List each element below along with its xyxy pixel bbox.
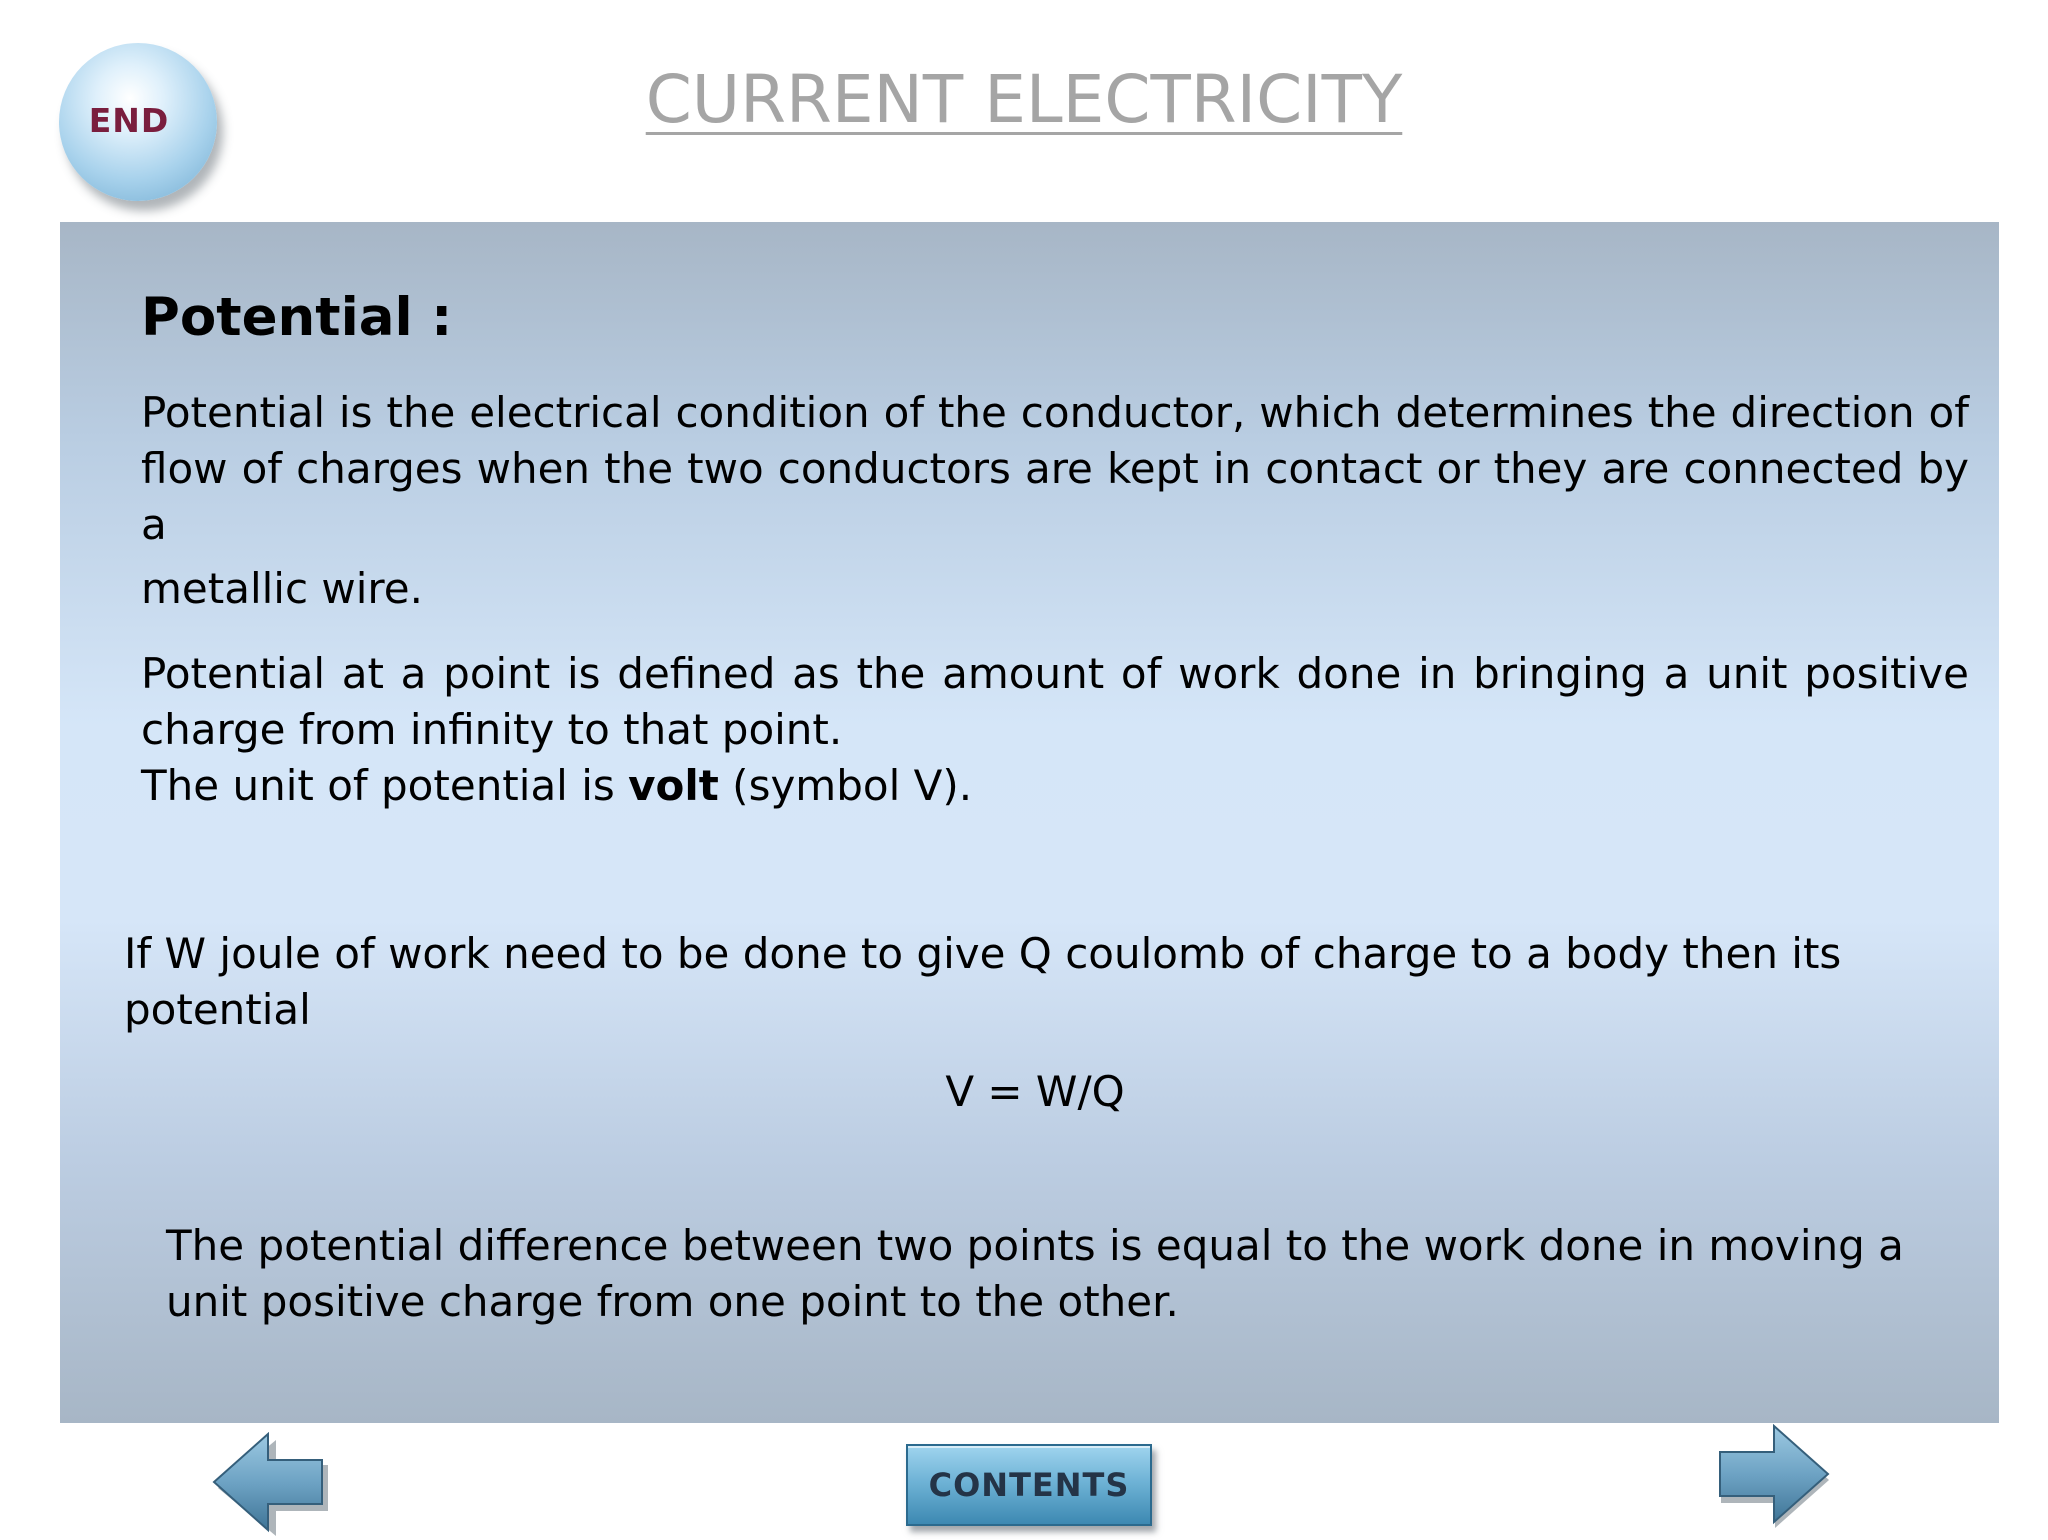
unit-text-after: (symbol V). <box>718 761 973 810</box>
section-heading: Potential : <box>141 287 453 348</box>
content-panel <box>60 222 1999 1423</box>
unit-text-bold: volt <box>628 761 719 810</box>
next-button[interactable] <box>1714 1424 1832 1528</box>
contents-button[interactable] <box>906 1444 1152 1526</box>
contents-button-label: CONTENTS <box>928 1466 1130 1504</box>
paragraph-potential-at-point: Potential at a point is defined as the amount of work done in bringing a unit positive charge from infinity to that point. <box>141 649 1969 754</box>
arrow-left-icon <box>212 1432 330 1536</box>
paragraph-text: Potential is the electrical condition of the conductor, which determines the direction of flow of charges when the two conductors are kept in contact or they are connected by a <box>141 388 1969 549</box>
page-title: CURRENT ELECTRICITY <box>645 61 1403 138</box>
paragraph-potential-definition <box>141 385 1969 617</box>
paragraph-potential-difference: The potential difference between two points is equal to the work done in moving a unit positive charge from one point to the other. <box>166 1221 1904 1326</box>
previous-button[interactable] <box>212 1432 330 1536</box>
arrow-right-icon <box>1714 1424 1832 1528</box>
formula: V = W/Q <box>945 1067 1125 1116</box>
paragraph-work-charge: If W joule of work need to be done to give Q coulomb of charge to a body then its potential <box>124 929 1842 1034</box>
unit-text-before: The unit of potential is <box>141 761 629 810</box>
paragraph-text-end: metallic wire. <box>141 564 423 613</box>
paragraph-unit-of-potential <box>141 758 1969 814</box>
end-button-label: END <box>88 100 170 140</box>
